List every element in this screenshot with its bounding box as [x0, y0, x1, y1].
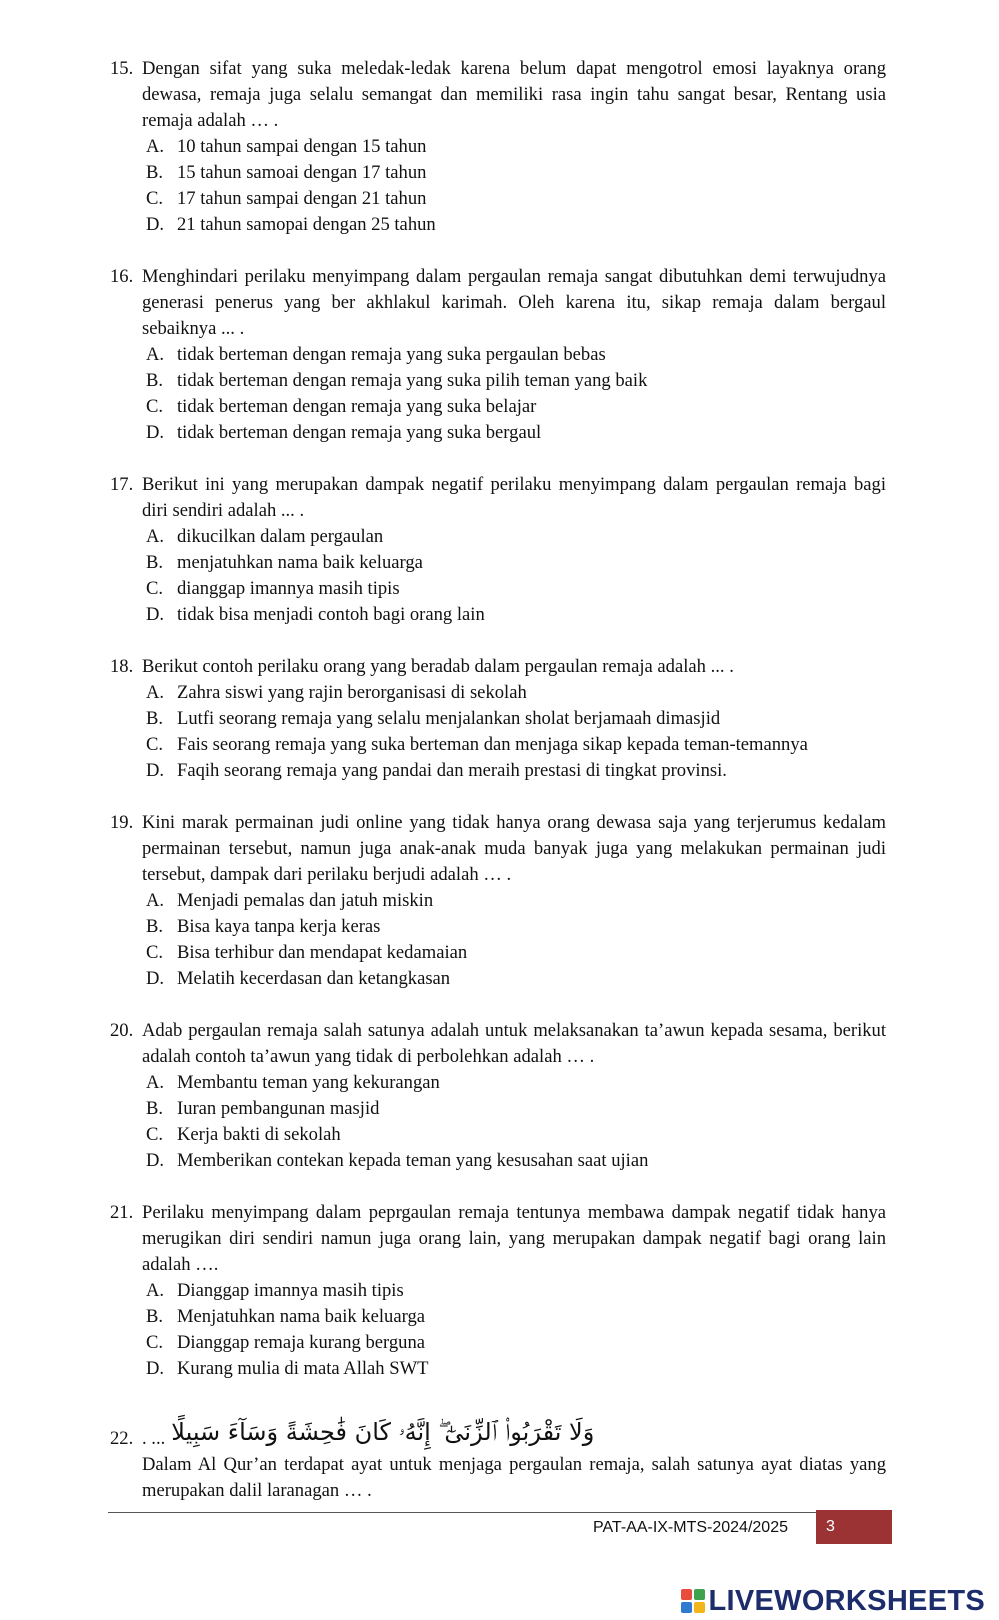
option-a[interactable]: [110, 888, 886, 914]
option-letter: C.: [146, 734, 164, 755]
option-text: Zahra siswi yang rajin berorganisasi di sekolah: [177, 682, 527, 703]
option-text: Kerja bakti di sekolah: [177, 1124, 341, 1145]
question-number: 18.: [110, 656, 134, 677]
liveworksheets-logo-icon: [681, 1589, 705, 1613]
option-text: menjatuhkan nama baik keluarga: [177, 552, 423, 573]
option-letter: B.: [146, 708, 164, 729]
option-d[interactable]: [110, 212, 886, 238]
option-letter: B.: [146, 916, 164, 937]
option-b[interactable]: [110, 160, 886, 186]
page-footer: [108, 1510, 892, 1546]
option-text: Menjadi pemalas dan jatuh miskin: [177, 890, 434, 911]
option-b[interactable]: [110, 706, 886, 732]
option-letter: D.: [146, 1150, 165, 1171]
question-text: Perilaku menyimpang dalam peprgaulan remaja tentunya membawa dampak negatif tidak hanya merugikan diri sendiri namun juga orang lain, yang merupakan dampak negatif bagi orang lain adalah ….: [142, 1202, 886, 1275]
option-c[interactable]: [110, 732, 886, 758]
question-text: Dalam Al Qur’an terdapat ayat untuk menjaga pergaulan remaja, salah satunya ayat diatas yang merupakan dalil laranagan … .: [142, 1454, 886, 1501]
option-text: Memberikan contekan kepada teman yang kesusahan saat ujian: [177, 1150, 649, 1171]
option-text: dianggap imannya masih tipis: [177, 578, 400, 599]
question-stem: [110, 1200, 886, 1278]
arabic-verse: وَلَا تَقْرَبُوا۟ ٱلزِّنَىٰٓ ۖ إِنَّهُۥ كَانَ فَٰحِشَةً وَسَآءَ سَبِيلًا: [171, 1418, 595, 1446]
option-d[interactable]: [110, 1356, 886, 1382]
option-c[interactable]: [110, 394, 886, 420]
option-letter: C.: [146, 188, 164, 209]
option-text: 21 tahun samopai dengan 25 tahun: [177, 214, 436, 235]
option-text: tidak berteman dengan remaja yang suka bergaul: [177, 422, 542, 443]
option-c[interactable]: [110, 1122, 886, 1148]
option-letter: D.: [146, 422, 165, 443]
option-a[interactable]: [110, 680, 886, 706]
option-letter: A.: [146, 344, 165, 365]
worksheet-content: [110, 56, 886, 1504]
option-text: dikucilkan dalam pergaulan: [177, 526, 384, 547]
question-18: [110, 654, 886, 784]
liveworksheets-logo[interactable]: [681, 1586, 986, 1616]
question-text: Kini marak permainan judi online yang tidak hanya orang dewasa saja yang terjerumus kedalam permainan tersebut, namun juga anak-anak muda banyak juga yang melakukan permainan judi tersebut, dampak dari perilaku berjudi adalah … .: [142, 812, 886, 885]
option-list: [110, 1070, 886, 1174]
option-text: Fais seorang remaja yang suka berteman dan menjaga sikap kepada teman-temannya: [177, 734, 808, 755]
question-text: Adab pergaulan remaja salah satunya adalah untuk melaksanakan ta’awun kepada sesama, berikut adalah contoh ta’awun yang tidak di perbolehkan adalah … .: [142, 1020, 886, 1067]
option-letter: C.: [146, 396, 164, 417]
option-letter: B.: [146, 370, 164, 391]
option-letter: B.: [146, 552, 164, 573]
option-letter: A.: [146, 1072, 165, 1093]
question-22: [110, 1408, 886, 1504]
option-text: Bisa kaya tanpa kerja keras: [177, 916, 381, 937]
option-text: tidak berteman dengan remaja yang suka belajar: [177, 396, 537, 417]
question-number: 15.: [110, 58, 134, 79]
option-text: 15 tahun samoai dengan 17 tahun: [177, 162, 427, 183]
page-number-badge: 3: [816, 1510, 892, 1544]
option-letter: C.: [146, 1124, 164, 1145]
option-list: [110, 134, 886, 238]
option-list: [110, 524, 886, 628]
question-stem: [110, 1018, 886, 1070]
option-text: 10 tahun sampai dengan 15 tahun: [177, 136, 427, 157]
option-letter: D.: [146, 760, 165, 781]
question-number: 22.: [110, 1428, 134, 1449]
option-d[interactable]: [110, 420, 886, 446]
option-a[interactable]: [110, 1070, 886, 1096]
question-stem: [110, 654, 886, 680]
option-text: tidak berteman dengan remaja yang suka pergaulan bebas: [177, 344, 606, 365]
option-b[interactable]: [110, 550, 886, 576]
question-text: Berikut ini yang merupakan dampak negatif perilaku menyimpang dalam pergaulan remaja bagi diri sendiri adalah ... .: [142, 474, 886, 521]
option-letter: C.: [146, 578, 164, 599]
option-d[interactable]: [110, 966, 886, 992]
option-letter: D.: [146, 604, 165, 625]
question-dots: . ...: [142, 1428, 166, 1449]
option-letter: D.: [146, 1358, 165, 1379]
option-letter: D.: [146, 968, 165, 989]
arabic-verse-line: [110, 1408, 886, 1452]
question-stem: [110, 56, 886, 134]
question-16: [110, 264, 886, 446]
option-letter: B.: [146, 1098, 164, 1119]
option-text: Lutfi seorang remaja yang selalu menjalankan sholat berjamaah dimasjid: [177, 708, 721, 729]
option-c[interactable]: [110, 186, 886, 212]
option-text: tidak berteman dengan remaja yang suka pilih teman yang baik: [177, 370, 648, 391]
question-stem: [110, 472, 886, 524]
question-number: 16.: [110, 266, 134, 287]
question-17: [110, 472, 886, 628]
question-stem: [110, 264, 886, 342]
question-21: [110, 1200, 886, 1382]
option-a[interactable]: [110, 342, 886, 368]
option-text: Dianggap imannya masih tipis: [177, 1280, 404, 1301]
question-stem: [110, 1452, 886, 1504]
option-b[interactable]: [110, 368, 886, 394]
question-text: Berikut contoh perilaku orang yang beradab dalam pergaulan remaja adalah ... .: [142, 656, 734, 677]
option-c[interactable]: [110, 576, 886, 602]
option-text: Bisa terhibur dan mendapat kedamaian: [177, 942, 468, 963]
option-c[interactable]: [110, 1330, 886, 1356]
option-letter: A.: [146, 682, 165, 703]
option-letter: A.: [146, 890, 165, 911]
option-letter: C.: [146, 1332, 164, 1353]
option-text: Faqih seorang remaja yang pandai dan meraih prestasi di tingkat provinsi.: [177, 760, 727, 781]
option-a[interactable]: [110, 524, 886, 550]
option-b[interactable]: [110, 914, 886, 940]
option-letter: A.: [146, 1280, 165, 1301]
question-20: [110, 1018, 886, 1174]
question-number: 20.: [110, 1020, 134, 1041]
option-text: Membantu teman yang kekurangan: [177, 1072, 440, 1093]
question-stem: [110, 810, 886, 888]
option-letter: D.: [146, 214, 165, 235]
question-number: 19.: [110, 812, 134, 833]
option-text: Kurang mulia di mata Allah SWT: [177, 1358, 429, 1379]
question-19: [110, 810, 886, 992]
option-list: [110, 342, 886, 446]
option-letter: B.: [146, 162, 164, 183]
exam-code: PAT-AA-IX-MTS-2024/2025: [592, 1519, 788, 1536]
option-letter: C.: [146, 942, 164, 963]
option-text: Menjatuhkan nama baik keluarga: [177, 1306, 426, 1327]
option-c[interactable]: [110, 940, 886, 966]
option-text: Iuran pembangunan masjid: [177, 1098, 380, 1119]
option-b[interactable]: [110, 1304, 886, 1330]
option-text: 17 tahun sampai dengan 21 tahun: [177, 188, 427, 209]
option-b[interactable]: [110, 1096, 886, 1122]
question-number: 21.: [110, 1202, 134, 1223]
liveworksheets-logo-text: LIVEWORKSHEETS: [708, 1585, 985, 1617]
option-list: [110, 680, 886, 784]
option-text: Dianggap remaja kurang berguna: [177, 1332, 425, 1353]
question-text: Menghindari perilaku menyimpang dalam pergaulan remaja sangat dibutuhkan demi terwujudnya generasi penerus yang ber akhlakul karimah. Oleh karena itu, sikap remaja dalam bergaul sebaiknya ... .: [142, 266, 886, 339]
question-number: 17.: [110, 474, 134, 495]
option-letter: A.: [146, 526, 165, 547]
option-letter: A.: [146, 136, 165, 157]
question-text: Dengan sifat yang suka meledak-ledak karena belum dapat mengotrol emosi layaknya orang dewasa, remaja juga selalu semangat dan memiliki rasa ingin tahu sangat besar, Rentang usia remaja adalah … .: [142, 58, 886, 131]
question-15: [110, 56, 886, 238]
option-d[interactable]: [110, 1148, 886, 1174]
option-a[interactable]: [110, 1278, 886, 1304]
option-text: tidak bisa menjadi contoh bagi orang lain: [177, 604, 485, 625]
option-list: [110, 1278, 886, 1382]
option-d[interactable]: [110, 602, 886, 628]
option-list: [110, 888, 886, 992]
option-a[interactable]: [110, 134, 886, 160]
option-text: Melatih kecerdasan dan ketangkasan: [177, 968, 451, 989]
option-d[interactable]: [110, 758, 886, 784]
option-letter: B.: [146, 1306, 164, 1327]
